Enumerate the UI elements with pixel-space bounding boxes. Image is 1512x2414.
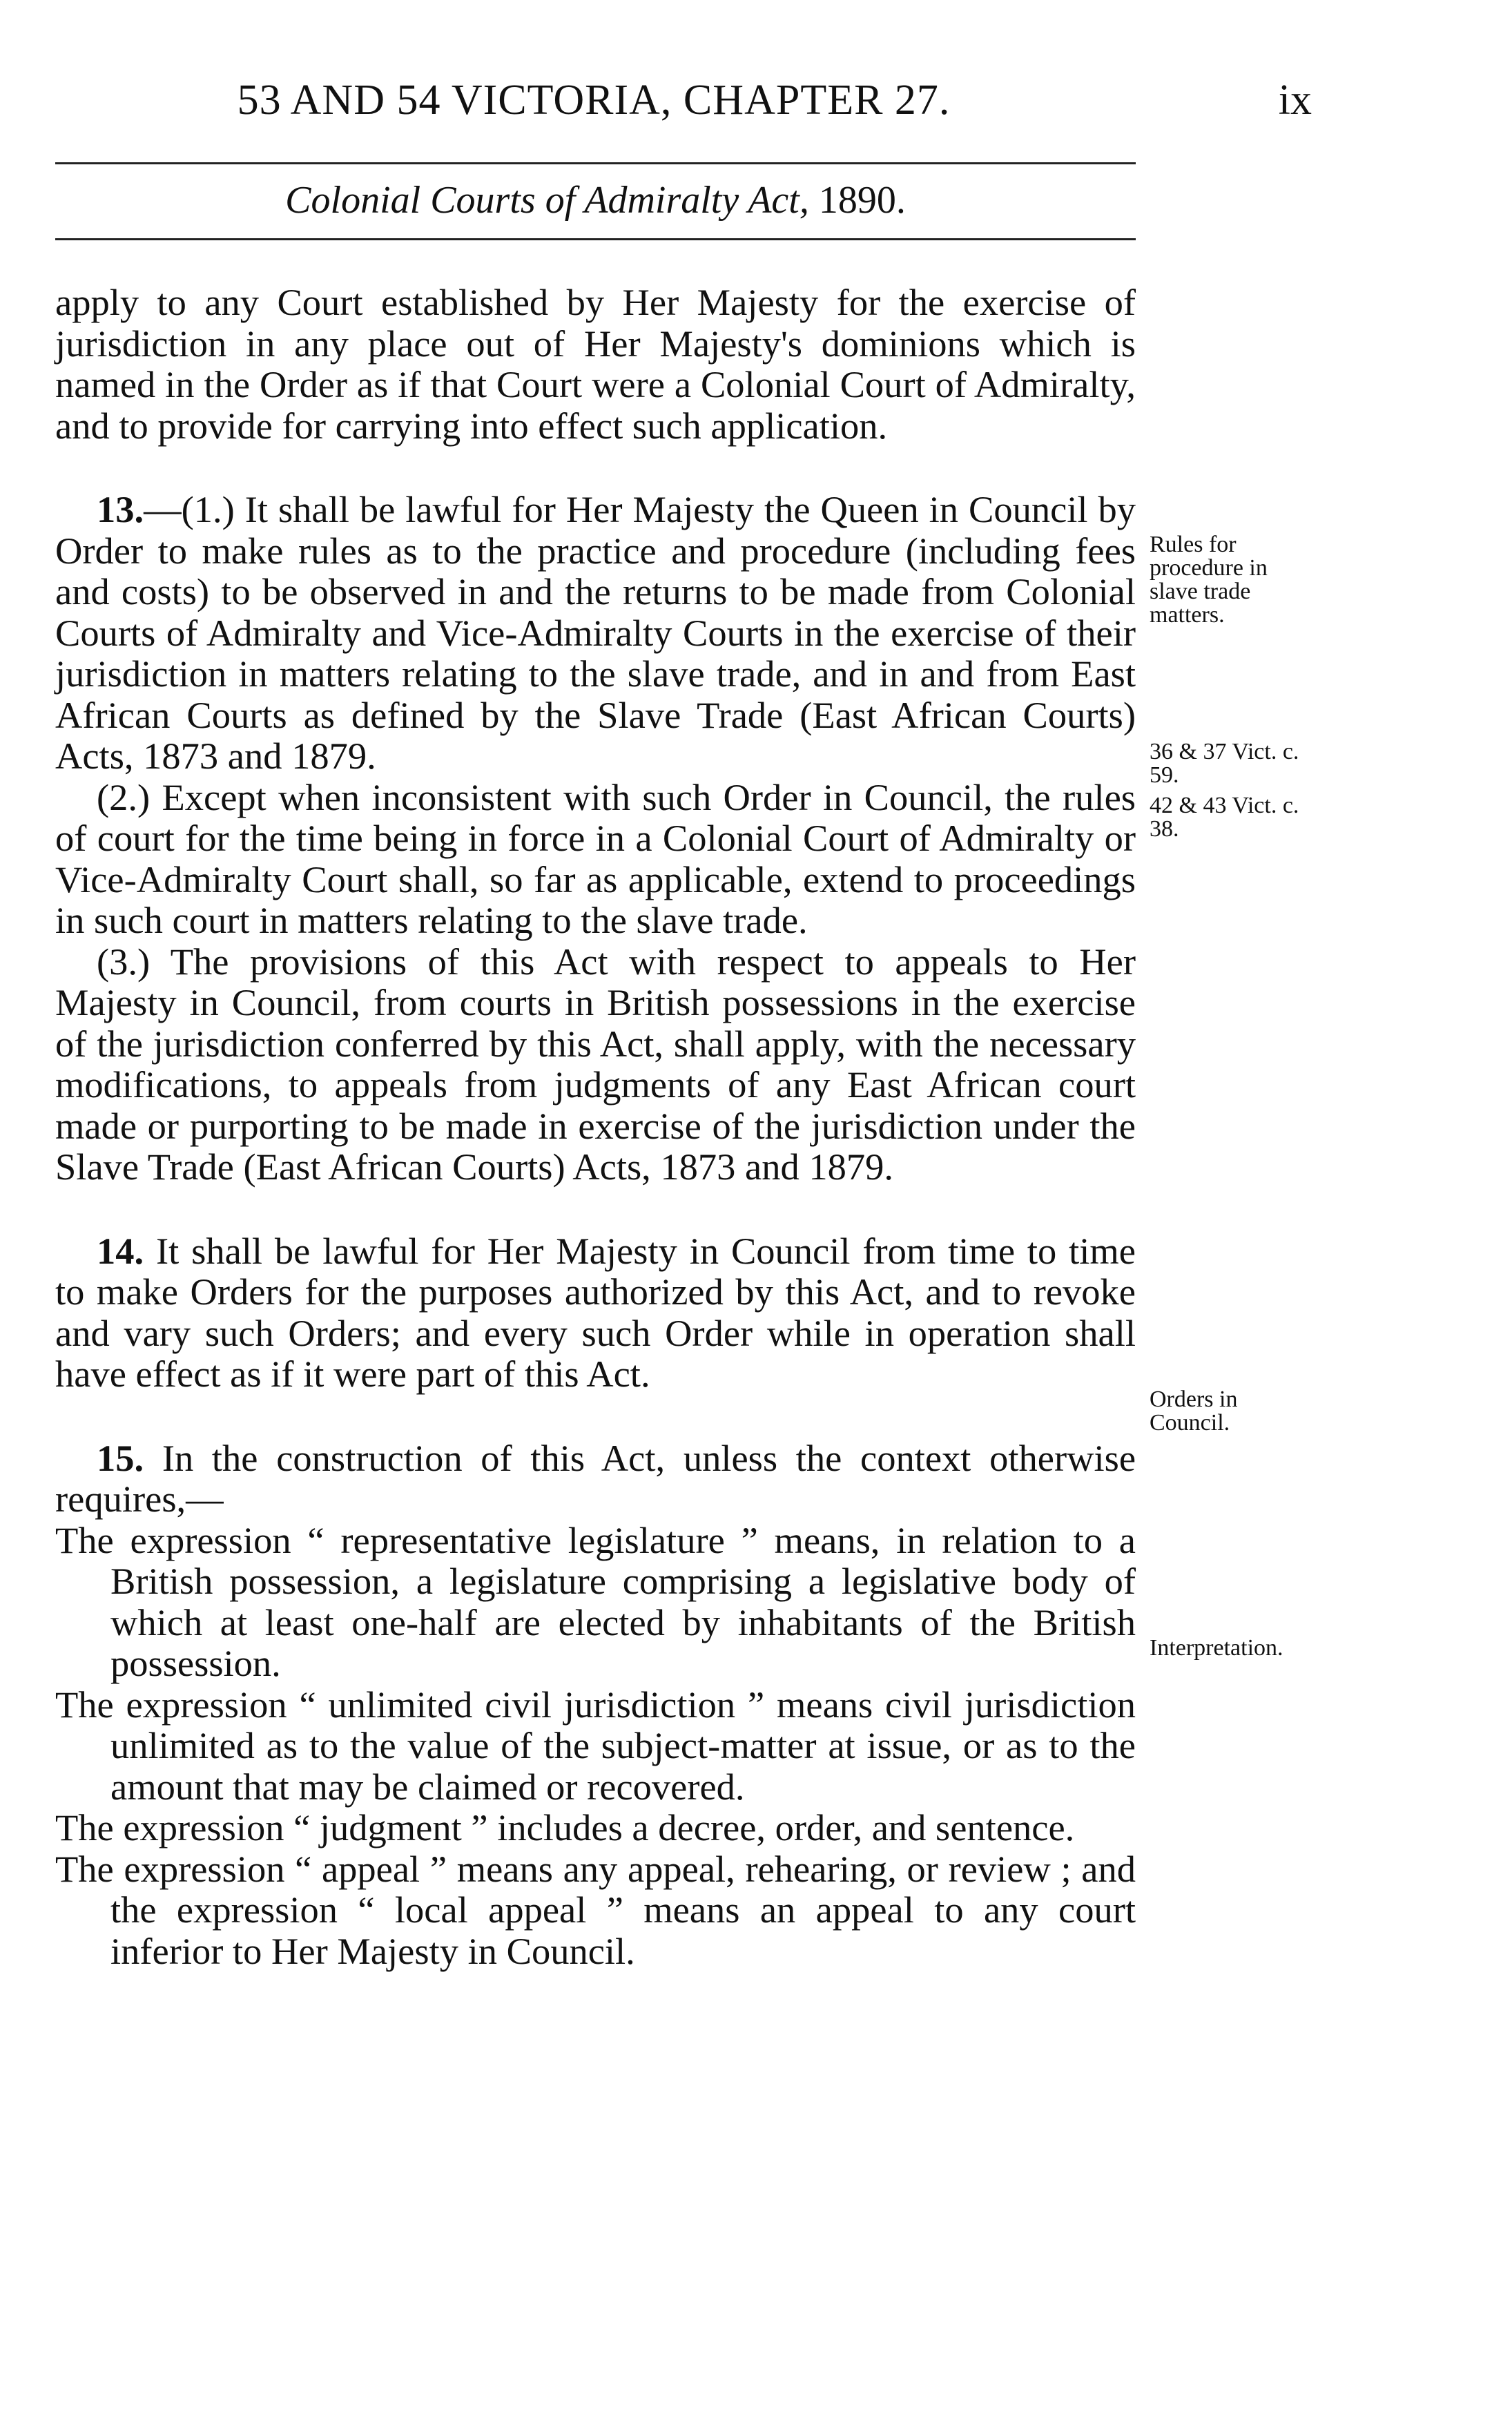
page-number: ix xyxy=(1278,77,1312,124)
section-14-text: It shall be lawful for Her Majesty in Council from time to time to make Orders for the purposes authorized by this Act, and to revoke and vary such Orders; and every such Order while in operation shall have effect as if it were part of this Act. xyxy=(55,1229,1136,1395)
running-head xyxy=(55,76,1132,125)
margin-note-citation-1879: 42 & 43 Vict. c. 38. xyxy=(1150,793,1299,842)
section-15-intro-text: In the construction of this Act, unless the context otherwise requires,— xyxy=(55,1436,1136,1520)
header-rule-bottom xyxy=(55,238,1136,240)
section-13-subsection-1 xyxy=(55,489,1136,777)
definition-appeal: The expression “ appeal ” means any appeal, rehearing, or review ; and the expression “ local appeal ” means an appeal to any court inferior to Her Majesty in Council. xyxy=(55,1847,1136,1972)
section-14-number: 14. xyxy=(97,1229,144,1272)
definition-unlimited-civil-jurisdiction: The expression “ unlimited civil jurisdiction ” means civil jurisdiction unlimited as to the value of the subject-matter at issue, or as to the amount that may be claimed or recovered. xyxy=(55,1683,1136,1808)
section-14 xyxy=(55,1230,1136,1395)
act-year: 1890. xyxy=(818,179,906,222)
section-13-sub1-text: It shall be lawful for Her Majesty the Queen in Council by Order to make rules as to the practice and procedure (including fees and costs) to be observed in and the returns to be made from Colonial Courts of Admiralty and Vice-Admiralty Courts in the exercise of their jurisdiction in matters relating to the slave trade, and in and from East African Courts as defined by the Slave Trade (East African Courts) Acts, 1873 and 1879. xyxy=(55,488,1136,777)
section-13-number: 13. xyxy=(97,488,144,530)
section-13-subsection-2: (2.) Except when inconsistent with such Order in Council, the rules of court for the time being in force in a Colonial Court of Admiralty or Vice-Admiralty Court shall, so far as applicable, extend to proceedings in such court in matters relating to the slave trade. xyxy=(55,775,1136,941)
act-title xyxy=(55,178,1136,222)
section-13-subsection-3: (3.) The provisions of this Act with respect to appeals to Her Majesty in Council, from courts in British possessions in the exercise of the jurisdiction conferred by this Act, shall apply, with the necessary modifications, to appeals from judgments of any East African court made or purporting to be made in exercise of the jurisdiction under the Slave Trade (East African Courts) Acts, 1873 and 1879. xyxy=(55,940,1136,1188)
running-title: 53 AND 54 VICTORIA, CHAPTER 27. xyxy=(237,77,951,124)
carryover-paragraph: apply to any Court established by Her Majesty for the exercise of jurisdiction in any place out of Her Majesty's dominions which is named in the Order as if that Court were a Colonial Court of Admiralty, and to provide for carrying into effect such application. xyxy=(55,281,1136,447)
margin-note-orders: Orders in Council. xyxy=(1150,1387,1238,1436)
margin-note-interpretation: Interpretation. xyxy=(1150,1635,1283,1661)
definition-judgment: The expression “ judgment ” includes a decree, order, and sentence. xyxy=(55,1806,1075,1848)
section-15-intro xyxy=(55,1438,1136,1520)
margin-note-citation-1873: 36 & 37 Vict. c. 59. xyxy=(1150,739,1299,788)
definition-representative-legislature: The expression “ representative legislature ” means, in relation to a British possession, a legislature comprising a legislative body of which at least one-half are elected by inhabitants of the British possession. xyxy=(55,1518,1136,1684)
margin-note-rules: Rules for procedure in slave trade matters. xyxy=(1150,532,1268,628)
section-13-sub1-mark: —(1.) xyxy=(144,488,235,530)
act-title-text: Colonial Courts of Admiralty Act, xyxy=(285,179,809,222)
header-rule-top xyxy=(55,162,1136,164)
body-text xyxy=(55,282,1136,1971)
section-15-number: 15. xyxy=(97,1436,144,1479)
